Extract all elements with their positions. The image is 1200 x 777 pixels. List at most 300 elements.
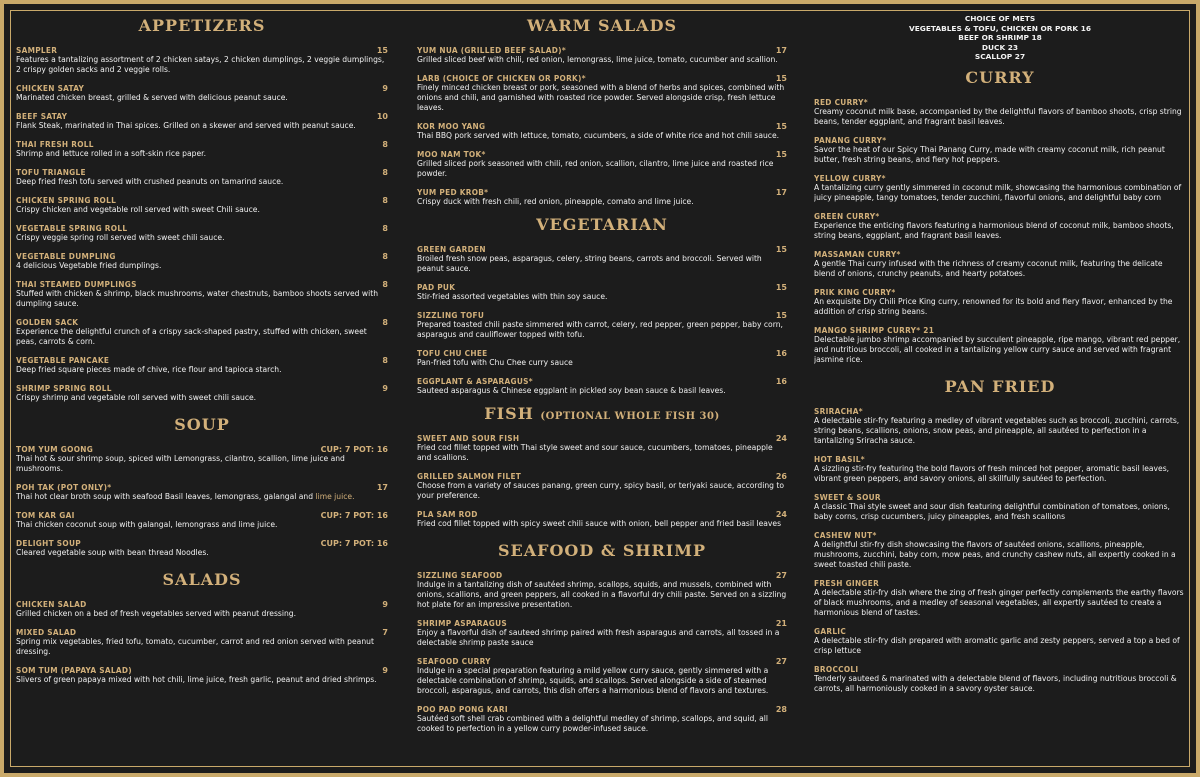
menu-item <box>417 433 787 463</box>
menu-item-header <box>16 223 388 233</box>
menu-item-description <box>16 609 388 619</box>
menu-item-description-text: A delightful stir-fry dish showcasing the flavors of sautéed onions, scallions, pineapple, mushrooms, zucchini, baby corn, mow peas, and crunchy cashew nuts, all expertly cooked in a sweet toasted chili paste. <box>814 539 1176 569</box>
menu-item-name: SHRIMP ASPARAGUS <box>417 618 508 628</box>
menu-item-header <box>417 149 787 159</box>
menu-item-description <box>417 519 787 529</box>
menu-item-name: FRESH GINGER <box>814 577 880 588</box>
appetizers-section <box>16 45 388 403</box>
menu-item-description-text: A classic Thai style sweet and sour dish featuring delightful combination of tomatoes, onions, baby corns, crisp cucumbers, juicy pineapples, and fresh scallions <box>814 501 1170 521</box>
menu-item-description <box>814 636 1186 656</box>
menu-item <box>814 492 1186 522</box>
menu-item-description <box>814 297 1186 317</box>
menu-item-price: CUP: 7 POT: 16 <box>320 539 388 548</box>
menu-item-price: 8 <box>382 168 388 177</box>
menu-item-description-text: Creamy coconut milk base, accompanied by the delightful flavors of bamboo shoots, crisp string beans, tender eggplant, and fragrant basil leaves. <box>814 106 1182 126</box>
menu-item-price: 9 <box>382 600 388 609</box>
menu-item <box>814 664 1186 694</box>
warm-salads-title: WARM SALADS <box>527 16 677 35</box>
pan-fried-section <box>814 406 1186 694</box>
menu-item <box>417 471 787 501</box>
menu-item-description-text: Indulge in a special preparation featuring a mild yellow curry sauce, gently simmered with a delectable combination of shrimp, squids, and scallops. Served alongside a side of steamed broccoli, asparagus, and carrots, this dish offers a harmonious blend of flavors and textures. <box>417 666 769 695</box>
menu-item-description-text: Indulge in a tantalizing dish of sautéed shrimp, scallops, squids, and mussels, combined with onions, scallions, and green peppers, all cooked in a flavorful dry chili paste. Served on a sizzling hot plate for an impressive presentation. <box>417 580 787 609</box>
menu-item-header <box>417 433 787 443</box>
menu-item-description-text: Tenderly sauteed & marinated with a delectable blend of flavors, including nutritious broccoli & carrots, all harmoniously cooked in a savory oyster sauce. <box>814 673 1177 693</box>
menu-item-name: MASSAMAN CURRY* <box>814 248 901 259</box>
menu-item-description-text: Crispy veggie spring roll served with sweet chili sauce. <box>16 233 225 242</box>
choice-line: BEEF OR SHRIMP 18 <box>958 33 1042 42</box>
menu-item <box>16 599 388 619</box>
menu-item-header <box>814 173 1186 183</box>
menu-item-description-text: Enjoy a flavorful dish of sauteed shrimp paired with fresh asparagus and carrots, all tossed in a delectable shrimp paste sauce <box>417 628 780 647</box>
menu-item-description-text: Pan-fried tofu with Chu Chee curry sauce <box>417 358 573 367</box>
menu-item-price: 9 <box>382 384 388 393</box>
menu-item-header <box>814 325 1186 335</box>
menu-item-price: 26 <box>775 472 787 481</box>
menu-item-description <box>16 233 388 243</box>
menu-item-name: HOT BASIL* <box>814 453 865 464</box>
menu-item <box>16 482 388 502</box>
menu-item-description <box>417 292 787 302</box>
menu-item-description <box>417 197 787 207</box>
menu-item-price: 21 <box>775 619 787 628</box>
menu-item-description-text: Grilled sliced beef with chili, red onion, lemongrass, lime juice, tomato, cucumber and scallion. <box>417 55 778 64</box>
menu-item-name: SHRIMP SPRING ROLL <box>16 383 112 393</box>
fish-title-text: FISH <box>484 404 534 423</box>
menu-item-name: VEGETABLE DUMPLING <box>16 251 116 261</box>
menu-item-description <box>16 289 388 309</box>
menu-item-description <box>814 674 1186 694</box>
menu-item-name: GREEN CURRY* <box>814 210 880 221</box>
warm-salads-section <box>417 45 787 207</box>
menu-item-header <box>16 167 388 177</box>
menu-item-description-text: Thai BBQ pork served with lettuce, tomato, cucumbers, a side of white rice and hot chili sauce. <box>417 131 780 140</box>
menu-item <box>16 45 388 75</box>
menu-item-description-text: A tantalizing curry gently simmered in coconut milk, showcasing the harmonious combination of juicy pineapple, tangy tomatoes, tender zucchini, flavorful onions, and delightful baby corn <box>814 182 1182 202</box>
menu-item <box>16 223 388 243</box>
menu-item-description-text: Stir-fried assorted vegetables with thin soy sauce. <box>417 292 608 301</box>
menu-item-description <box>814 588 1186 618</box>
menu-item-description <box>417 481 787 501</box>
menu-item-name: MOO NAM TOK* <box>417 149 486 159</box>
menu-item-header <box>417 45 787 55</box>
menu-item-name: PLA SAM ROD <box>417 509 478 519</box>
menu-item-name: MANGO SHRIMP CURRY* 21 <box>814 324 935 335</box>
menu-item <box>814 287 1186 317</box>
menu-item-description <box>16 93 388 103</box>
menu-item-name: SIZZLING SEAFOOD <box>417 570 503 580</box>
menu-item <box>16 167 388 187</box>
menu-item-header <box>16 45 388 55</box>
menu-item-description-text: Thai hot clear broth soup with seafood Basil leaves, lemongrass, galangal and <box>16 492 314 501</box>
menu-item-description <box>16 365 388 375</box>
menu-item-description <box>814 221 1186 241</box>
menu-item-price: 8 <box>382 280 388 289</box>
menu-item-price: 17 <box>376 483 388 492</box>
menu-column-left <box>16 14 388 763</box>
menu-item-description-text: Deep fried fresh tofu served with crushed peanuts on tamarind sauce. <box>16 177 284 186</box>
menu-item-description <box>16 261 388 271</box>
menu-item <box>16 383 388 403</box>
menu-item-header <box>814 211 1186 221</box>
menu-item-name: VEGETABLE SPRING ROLL <box>16 223 128 233</box>
menu-item-description <box>16 548 388 558</box>
menu-item-description <box>16 55 388 75</box>
menu-item-price: 24 <box>775 510 787 519</box>
menu-item <box>16 251 388 271</box>
menu-item-header <box>417 376 787 386</box>
menu-item-header <box>417 509 787 519</box>
menu-item-name: SOM TUM (PAPAYA SALAD) <box>16 665 132 675</box>
menu-item-price: CUP: 7 POT: 16 <box>320 445 388 454</box>
menu-item-name: PANANG CURRY* <box>814 134 887 145</box>
menu-item <box>16 355 388 375</box>
menu-item-description-text: A sizzling stir-fry featuring the bold flavors of fresh minced hot pepper, aromatic basil leaves, vibrant green peppers, and savory onions, all skillfully sautéed to perfection. <box>814 463 1170 483</box>
menu-item-description-text: Deep fried square pieces made of chive, rice flour and tapioca starch. <box>16 365 282 374</box>
menu-item-price: 8 <box>382 318 388 327</box>
menu-item-price: CUP: 7 POT: 16 <box>320 511 388 520</box>
menu-item <box>16 665 388 685</box>
menu-item-description <box>16 454 388 474</box>
curry-title: CURRY <box>965 67 1035 87</box>
menu-item-description <box>16 327 388 347</box>
menu-item-header <box>417 244 787 254</box>
menu-item-description <box>814 145 1186 165</box>
choice-line: SCALLOP 27 <box>974 52 1026 61</box>
menu-item-name: CHICKEN SPRING ROLL <box>16 195 117 205</box>
menu-item-description-text: Stuffed with chicken & shrimp, black mushrooms, water chestnuts, bamboo shoots served with dumpling sauce. <box>16 289 379 308</box>
menu-item-description-text: Fried cod fillet topped with Thai style sweet and sour sauce, cucumbers, tomatoes, pineapple and scallions. <box>417 443 773 462</box>
menu-item-description-text: Features a tantalizing assortment of 2 chicken satays, 2 chicken dumplings, 2 veggie dumplings, 2 crispy golden sacks and 2 veggie rolls. <box>16 55 385 74</box>
menu-item <box>814 211 1186 241</box>
menu-item-price: 8 <box>382 224 388 233</box>
menu-item-description <box>814 335 1186 365</box>
menu-item-price: 17 <box>775 46 787 55</box>
menu-column-middle <box>417 14 787 763</box>
menu-item <box>16 627 388 657</box>
menu-item-header <box>417 310 787 320</box>
menu-item-header <box>814 97 1186 107</box>
vegetarian-section <box>417 244 787 396</box>
menu-item-description-text: Shrimp and lettuce rolled in a soft-skin rice paper. <box>16 149 206 158</box>
menu-item-price: 27 <box>775 571 787 580</box>
menu-item-header <box>417 282 787 292</box>
menu-item-description-text: Marinated chicken breast, grilled & served with delicious peanut sauce. <box>16 93 288 102</box>
menu-item-description <box>16 675 388 685</box>
menu-item-description-text: Flank Steak, marinated in Thai spices. Grilled on a skewer and served with peanut sauce. <box>16 121 356 130</box>
menu-item-price: 16 <box>775 377 787 386</box>
menu-item <box>417 348 787 368</box>
menu-item-header <box>16 139 388 149</box>
fish-subtitle: (OPTIONAL WHOLE FISH 30) <box>540 411 720 422</box>
menu-item-header <box>814 406 1186 416</box>
menu-item-price: 8 <box>382 356 388 365</box>
menu-item-header <box>16 317 388 327</box>
menu-item-header <box>16 627 388 637</box>
menu-item <box>417 376 787 396</box>
menu-item-description-text: Choose from a variety of sauces panang, green curry, spicy basil, or teriyaki sauce, according to your preference. <box>417 481 784 500</box>
menu-item <box>16 317 388 347</box>
menu-item-name: EGGPLANT & ASPARAGUS* <box>417 376 533 386</box>
menu-item-name: YELLOW CURRY* <box>814 172 886 183</box>
menu-item-description-text: Sautéed soft shell crab combined with a delightful medley of shrimp, scallops, and squid, all cooked to perfection in a yellow curry powder-infused sauce. <box>417 714 768 733</box>
curry-section <box>814 97 1186 365</box>
menu-item-description-text: Spring mix vegetables, fried tofu, tomato, cucumber, carrot and red onion served with peanut dressing. <box>16 637 374 656</box>
menu-item-header <box>814 287 1186 297</box>
menu-item-description <box>16 393 388 403</box>
menu-item-description-text: A delectable stir-fry dish prepared with aromatic garlic and zesty peppers, served a top a bed of crisp lettuce <box>814 635 1180 655</box>
choice-line: DUCK 23 <box>981 42 1019 52</box>
menu-item-name: YUM NUA (GRILLED BEEF SALAD)* <box>417 45 566 55</box>
menu-item-price: 8 <box>382 252 388 261</box>
menu-item-description <box>814 259 1186 279</box>
menu-item-header <box>814 578 1186 588</box>
menu-item-name: SRIRACHA* <box>814 405 863 416</box>
menu-item-price: 15 <box>775 150 787 159</box>
menu-item-description <box>417 83 787 113</box>
menu-item-price: 16 <box>775 349 787 358</box>
menu-item-name: YUM PED KROB* <box>417 187 489 197</box>
menu-item-description <box>417 580 787 610</box>
menu-item <box>417 121 787 141</box>
menu-item-description <box>417 386 787 396</box>
menu-item-name: SIZZLING TOFU <box>417 310 485 320</box>
soup-section <box>16 444 388 558</box>
menu-item-header <box>814 492 1186 502</box>
menu-item-header <box>814 249 1186 259</box>
menu-item <box>16 83 388 103</box>
menu-item-description-text: Crispy shrimp and vegetable roll served with sweet chili sauce. <box>16 393 257 402</box>
salads-title: SALADS <box>162 570 242 589</box>
menu-item-description <box>417 666 787 696</box>
menu-item <box>16 195 388 215</box>
menu-item-description <box>417 254 787 274</box>
menu-item <box>417 570 787 610</box>
menu-item-header <box>16 279 388 289</box>
menu-item-description-text: Thai hot & sour shrimp soup, spiced with Lemongrass, cilantro, scallion, lime juice and mushrooms. <box>16 454 345 473</box>
menu-item-name: MIXED SALAD <box>16 627 77 637</box>
menu-item-price: 17 <box>775 188 787 197</box>
menu-item-description-text: A delectable stir-fry dish where the zing of fresh ginger perfectly complements the earthy flavors of black mushrooms, and a medley of seasonal vegetables, all expertly sautéed to create a harmonious blend of tastes. <box>814 587 1184 617</box>
vegetarian-title: VEGETARIAN <box>536 215 668 234</box>
menu-item-description-text: Slivers of green papaya mixed with hot chili, lime juice, fresh garlic, peanut and dried shrimps. <box>16 675 377 684</box>
menu-item-description <box>16 637 388 657</box>
menu-item-name: DELIGHT SOUP <box>16 538 81 548</box>
menu-item-header <box>417 570 787 580</box>
menu-item-header <box>16 538 388 548</box>
menu-item-name: PRIK KING CURRY* <box>814 286 896 297</box>
menu-item-header <box>16 251 388 261</box>
menu-item-name: VEGETABLE PANCAKE <box>16 355 110 365</box>
menu-item-header <box>417 618 787 628</box>
menu-item <box>417 187 787 207</box>
menu-item-description-text: A gentle Thai curry infused with the richness of creamy coconut milk, featuring the delicate blend of onions, crunchy peanuts, and hearty potatoes. <box>814 258 1163 278</box>
menu-item-description-text: Experience the enticing flavors featuring a harmonious blend of coconut milk, bamboo shoots, string beans, eggplant, and fragrant basil leaves. <box>814 220 1174 240</box>
menu-item-header <box>417 656 787 666</box>
menu-item-name: TOFU CHU CHEE <box>417 348 488 358</box>
menu-item-description-text: Finely minced chicken breast or pork, seasoned with a blend of herbs and spices, combined with onions and chili, and garnished with roasted rice powder. Served alongside crisp, fresh lettuce leaves. <box>417 83 785 112</box>
menu-item-description-text: Cleared vegetable soup with bean thread Noodles. <box>16 548 209 557</box>
menu-item-price: 15 <box>775 245 787 254</box>
menu-item-name: BEEF SATAY <box>16 111 68 121</box>
menu-item-description-text: Crispy duck with fresh chili, red onion, pineapple, comato and lime juice. <box>417 197 694 206</box>
choice-line: VEGETABLES & TOFU, CHICKEN OR PORK 16 <box>909 23 1091 33</box>
menu-item-price: 15 <box>376 46 388 55</box>
menu-item-description-text: Prepared toasted chili paste simmered with carrot, celery, red pepper, green pepper, baby corn, asparagus and cauliflower topped with tofu. <box>417 320 783 339</box>
menu-item-description <box>417 131 787 141</box>
menu-item-header <box>814 626 1186 636</box>
salads-section <box>16 599 388 685</box>
menu-item <box>417 656 787 696</box>
menu-item-name: TOM YUM GOONG <box>16 444 94 454</box>
menu-item-header <box>16 444 388 454</box>
menu-item-header <box>814 454 1186 464</box>
menu-item-header <box>417 73 787 83</box>
soup-title: SOUP <box>174 415 230 434</box>
menu-item-name: SEAFOOD CURRY <box>417 656 491 666</box>
menu-item <box>814 626 1186 656</box>
menu-item-description <box>16 520 388 530</box>
menu-item-description <box>814 183 1186 203</box>
menu-item-header <box>417 471 787 481</box>
menu-item-price: 8 <box>382 196 388 205</box>
menu-item-description-text: Grilled chicken on a bed of fresh vegetables served with peanut dressing. <box>16 609 297 618</box>
choice-line: CHOICE OF METS <box>964 14 1036 23</box>
menu-item-price: 15 <box>775 74 787 83</box>
menu-item <box>417 45 787 65</box>
menu-item-price: 15 <box>775 311 787 320</box>
menu-item-name: THAI STEAMED DUMPLINGS <box>16 279 137 289</box>
menu-item <box>814 406 1186 446</box>
menu-item-description <box>16 121 388 131</box>
menu-item-header <box>417 348 787 358</box>
menu-item-description-text: Savor the heat of our Spicy Thai Panang Curry, made with creamy coconut milk, rich peanut butter, fresh string beans, and fiery hot peppers. <box>814 144 1165 164</box>
menu-item-description <box>417 358 787 368</box>
menu-item <box>16 444 388 474</box>
menu-item-price: 9 <box>382 84 388 93</box>
pan-fried-title: PAN FRIED <box>944 376 1056 396</box>
menu-item-price: 15 <box>775 283 787 292</box>
menu-item-description <box>16 149 388 159</box>
menu-item <box>16 139 388 159</box>
menu-item-header <box>16 111 388 121</box>
menu-item-header <box>417 704 787 714</box>
menu-item-header <box>16 482 388 492</box>
menu-item-name: GOLDEN SACK <box>16 317 79 327</box>
menu-item <box>417 704 787 734</box>
menu-item-description <box>417 55 787 65</box>
menu-item-header <box>16 83 388 93</box>
fish-section <box>417 433 787 529</box>
menu-item-description-text: Delectable jumbo shrimp accompanied by succulent pineapple, ripe mango, vibrant red pepper, and nutritious broccoli, all cooked in a tantalizing yellow curry sauce and served with fragrant jasmine rice. <box>814 334 1181 364</box>
menu-item-price: 15 <box>775 122 787 131</box>
menu-item-description <box>417 628 787 648</box>
menu-item <box>16 279 388 309</box>
menu-item-description-text: Fried cod fillet topped with spicy sweet chili sauce with onion, bell pepper and fried basil leaves <box>417 519 782 528</box>
menu-item-description-text: Sauteed asparagus & Chinese eggplant in pickled soy bean sauce & basil leaves. <box>417 386 726 395</box>
menu-item-description-text: Broiled fresh snow peas, asparagus, celery, string beans, carrots and broccoli. Served with peanut sauce. <box>417 254 762 273</box>
menu-item-name: POH TAK (POT ONLY)* <box>16 482 112 492</box>
menu-item-description <box>814 502 1186 522</box>
menu-item-header <box>16 599 388 609</box>
menu-item <box>417 282 787 302</box>
menu-item-price: 9 <box>382 666 388 675</box>
menu-item-description-text: Thai chicken coconut soup with galangal, lemongrass and lime juice. <box>16 520 278 529</box>
menu-item-name: BROCCOLI <box>814 663 859 674</box>
menu-item <box>417 149 787 179</box>
menu-item <box>814 325 1186 365</box>
menu-item-name: GARLIC <box>814 625 847 636</box>
menu-item-description-text: Experience the delightful crunch of a crispy sack-shaped pastry, stuffed with chicken, sweet peas, carrots & corn. <box>16 327 367 346</box>
menu-item-description <box>417 320 787 340</box>
seafood-title: SEAFOOD & SHRIMP <box>497 541 707 560</box>
menu-item-name: CASHEW NUT* <box>814 529 877 540</box>
menu-item-price: 24 <box>775 434 787 443</box>
menu-item-price: 27 <box>775 657 787 666</box>
menu-item-price: 28 <box>775 705 787 714</box>
menu-item-description-text: A delectable stir-fry featuring a medley of vibrant vegetables such as broccoli, zucchini, carrots, string beans, scallions, onions, snow peas, and pineapple, all sautéed to perfection in a tantalizing Sriracha sauce. <box>814 415 1180 445</box>
menu-item-description <box>417 159 787 179</box>
menu-item <box>16 538 388 558</box>
menu-item-name: LARB (CHOICE OF CHICKEN OR PORK)* <box>417 73 586 83</box>
seafood-section <box>417 570 787 734</box>
menu-item <box>16 510 388 530</box>
menu-item-name: SAMPLER <box>16 45 58 55</box>
menu-item-name: CHICKEN SALAD <box>16 599 87 609</box>
menu-item-name: GRILLED SALMON FILET <box>417 471 522 481</box>
menu-item-name: GREEN GARDEN <box>417 244 486 254</box>
menu-item-name: POO PAD PONG KARI <box>417 704 508 714</box>
menu-item-name: SWEET & SOUR <box>814 491 881 502</box>
menu-item-header <box>16 383 388 393</box>
menu-item-header <box>814 664 1186 674</box>
menu-item-description <box>814 464 1186 484</box>
menu-item-description-text: Grilled sliced pork seasoned with chili, red onion, scallion, cilantro, lime juice and roasted rice powder. <box>417 159 774 178</box>
menu-item <box>417 244 787 274</box>
menu-item-description <box>814 540 1186 570</box>
menu-item-name: RED CURRY* <box>814 96 868 107</box>
menu-item-header <box>814 135 1186 145</box>
menu-item <box>814 135 1186 165</box>
menu-item <box>417 509 787 529</box>
menu-item-description-text: An exquisite Dry Chili Price King curry, renowned for its bold and fiery flavor, enhanced by the addition of crisp string beans. <box>814 296 1173 316</box>
menu-item-header <box>16 355 388 365</box>
menu-item-price: 10 <box>376 112 388 121</box>
menu-item <box>814 454 1186 484</box>
menu-item-header <box>417 121 787 131</box>
menu-item-description <box>417 443 787 463</box>
menu-item-description <box>814 107 1186 127</box>
menu-item-price: 7 <box>382 628 388 637</box>
menu-column-right <box>814 14 1186 763</box>
menu-item <box>814 173 1186 203</box>
menu-item-description-highlight: lime juice. <box>315 492 355 501</box>
menu-item <box>417 310 787 340</box>
menu-item-name: CHICKEN SATAY <box>16 83 85 93</box>
menu-item-description <box>417 714 787 734</box>
menu-item-name: PAD PUK <box>417 282 456 292</box>
menu-item <box>814 578 1186 618</box>
menu-item-name: THAI FRESH ROLL <box>16 139 94 149</box>
menu-item-description-text: 4 delicious Vegetable fried dumplings. <box>16 261 162 270</box>
menu-item <box>16 111 388 131</box>
menu-item-header <box>814 530 1186 540</box>
menu-item-description <box>16 492 388 502</box>
menu-item-name: KOR MOO YANG <box>417 121 486 131</box>
menu-item-description-text: Crispy chicken and vegetable roll served with sweet Chili sauce. <box>16 205 260 214</box>
menu-item <box>814 249 1186 279</box>
menu-item <box>814 530 1186 570</box>
appetizers-title: APPETIZERS <box>138 16 266 35</box>
